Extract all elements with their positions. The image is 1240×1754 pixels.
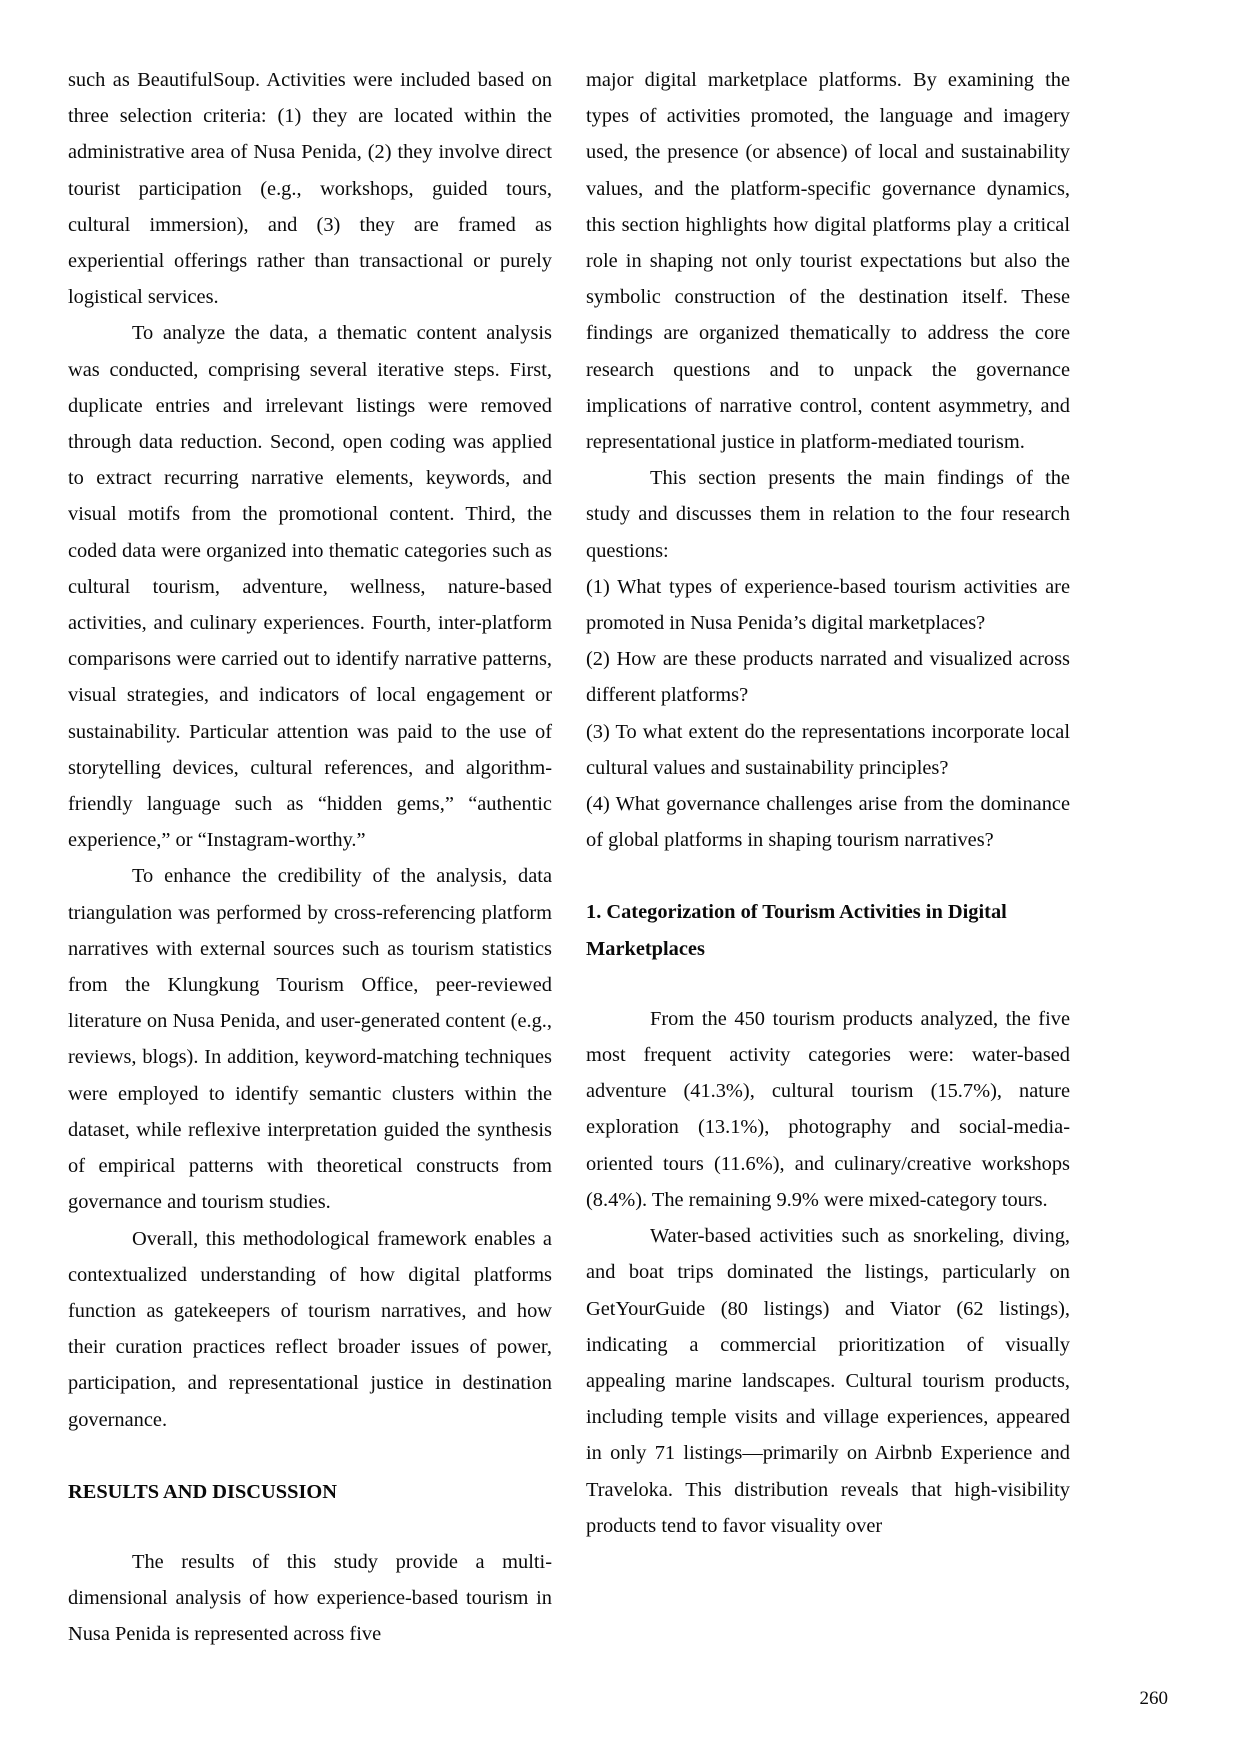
research-question-4: (4) What governance challenges arise from the dominance of global platforms in shaping tourism narratives? bbox=[586, 793, 1070, 852]
spacer-after-categorization-heading bbox=[586, 967, 1070, 1001]
paragraph-methods-criteria: such as BeautifulSoup. Activities were included based on three selection criteria: (1) they are located within the administrative area of Nusa Penida, (2) they involve direct tourist participation (e.g., workshops, guided tours, cultural immersion), and (3) they are framed as experiential offerings rather than transactional or purely logistical services. bbox=[68, 69, 552, 309]
paragraph-section-presents: This section presents the main findings of the study and discusses them in relation to the four research questions: bbox=[586, 467, 1070, 562]
paragraph-triangulation: To enhance the credibility of the analysis, data triangulation was performed by cross-referencing platform narratives with external sources such as tourism statistics from the Klungkung Tourism Office, peer-reviewed literature on Nusa Penida, and user-generated content (e.g., reviews, blogs). In addition, keyword-matching techniques were employed to identify semantic clusters within the dataset, while reflexive interpretation guided the synthesis of empirical patterns with theoretical constructs from governance and tourism studies. bbox=[68, 865, 552, 1214]
section-heading-results-and-discussion: RESULTS AND DISCUSSION bbox=[68, 1480, 337, 1503]
paragraph-categories-stats: From the 450 tourism products analyzed, the five most frequent activity categories were: water-based adventure (41.3%), cultural tourism (15.7%), nature exploration (13.1%), photography and social-media-oriented tours (11.6%), and culinary/creative workshops (8.4%). The remaining 9.9% were mixed-category tours. bbox=[586, 1007, 1070, 1211]
section-heading-categorization: 1. Categorization of Tourism Activities in Digital Marketplaces bbox=[586, 901, 1007, 960]
paragraph-overall-framework: Overall, this methodological framework enables a contextualized understanding of how digital platforms function as gatekeepers of tourism narratives, and how their curation practices reflect broader issues of power, participation, and representational justice in destination governance. bbox=[68, 1227, 552, 1431]
spacer-before-categorization-heading bbox=[586, 858, 1070, 894]
paragraph-results-intro: The results of this study provide a multi-dimensional analysis of how experience-based tourism in Nusa Penida is represented across five bbox=[68, 1550, 552, 1646]
research-question-2: (2) How are these products narrated and visualized across different platforms? bbox=[586, 648, 1070, 707]
spacer-after-results-heading bbox=[68, 1510, 552, 1544]
research-question-1: (1) What types of experience-based tourism activities are promoted in Nusa Penida’s digital marketplaces? bbox=[586, 575, 1070, 635]
spacer-before-results-heading bbox=[68, 1438, 552, 1474]
research-question-3: (3) To what extent do the representations incorporate local cultural values and sustainability principles? bbox=[586, 720, 1070, 779]
paragraph-water-based: Water-based activities such as snorkeling, diving, and boat trips dominated the listings, particularly on GetYourGuide (80 listings) and Viator (62 listings), indicating a commercial prioritization of visually appealing marine landscapes. Cultural tourism products, including temple visits and village experiences, appeared in only 71 listings—primarily on Airbnb Experience and Traveloka. This distribution reveals that high-visibility products tend to favor visuality over bbox=[586, 1225, 1070, 1537]
paragraph-marketplace-continued: major digital marketplace platforms. By examining the types of activities promoted, the language and imagery used, the presence (or absence) of local and sustainability values, and the platform-specific governance dynamics, this section highlights how digital platforms play a critical role in shaping not only tourist expectations but also the symbolic construction of the destination itself. These findings are organized thematically to address the core research questions and to unpack the governance implications of narrative control, content asymmetry, and representational justice in platform-mediated tourism. bbox=[586, 69, 1070, 454]
paragraph-thematic-analysis: To analyze the data, a thematic content analysis was conducted, comprising several iterative steps. First, duplicate entries and irrelevant listings were removed through data reduction. Second, open coding was applied to extract recurring narrative elements, keywords, and visual motifs from the promotional content. Third, the coded data were organized into thematic categories such as cultural tourism, adventure, wellness, nature-based activities, and culinary experiences. Fourth, inter-platform comparisons were carried out to identify narrative patterns, visual strategies, and indicators of local engagement or sustainability. Particular attention was paid to the use of storytelling devices, cultural references, and algorithm-friendly language such as “hidden gems,” “authentic experience,” or “Instagram-worthy.” bbox=[68, 322, 552, 852]
right-column bbox=[586, 62, 1070, 1622]
left-column bbox=[68, 62, 552, 1646]
two-column-layout bbox=[68, 62, 1168, 1646]
page-number: 260 bbox=[1139, 1688, 1168, 1709]
